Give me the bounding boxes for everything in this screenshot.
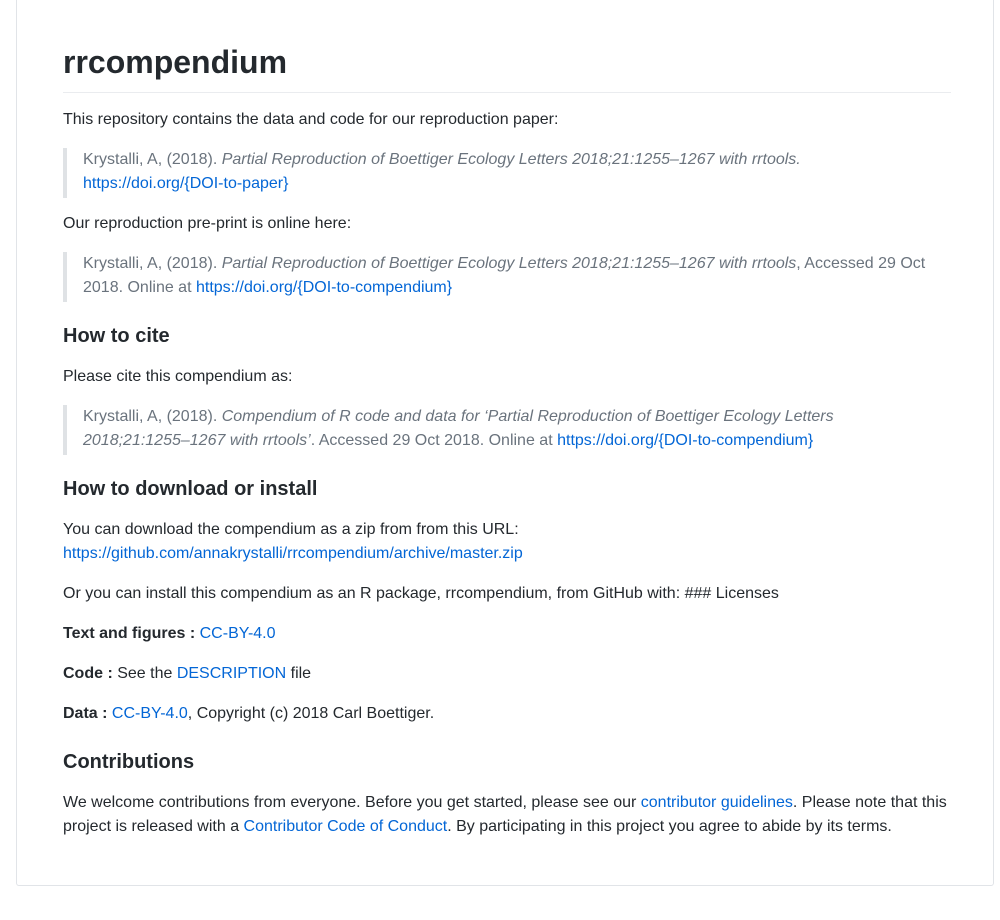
compendium-citation-accessed: . Accessed 29 Oct 2018. Online at	[310, 432, 558, 449]
paper-citation-quote	[63, 148, 951, 198]
contrib-text-2: . Please note that this	[792, 794, 947, 811]
code-of-conduct-link[interactable]: Contributor Code of Conduct	[243, 818, 448, 835]
contrib-text-4: . By participating in this project you agree to abide by its terms.	[447, 818, 892, 835]
license-code-pre: See the	[112, 665, 177, 682]
readme-panel	[16, 0, 994, 886]
preprint-doi-link[interactable]: https://doi.org/{DOI-to-compendium}	[195, 279, 453, 296]
preprint-citation-authors: Krystalli, A, (2018).	[83, 255, 222, 272]
compendium-citation-title-1: Compendium of R code and data for ‘Partial Reproduction of Boettiger Ecology Letters	[221, 408, 834, 425]
download-text	[63, 518, 951, 566]
contrib-text-1: We welcome contributions from everyone. Before you get started, please see our	[63, 794, 641, 811]
preprint-citation-title: Partial Reproduction of Boettiger Ecology Letters 2018;21:1255–1267 with rrtools	[221, 255, 797, 272]
cite-heading: How to cite	[63, 325, 170, 347]
compendium-citation-quote	[63, 405, 951, 455]
license-text-label: Text and figures :	[63, 625, 196, 642]
compendium-citation-title-2: 2018;21:1255–1267 with rrtools’	[83, 432, 311, 449]
paper-citation-authors: Krystalli, A, (2018).	[83, 151, 222, 168]
contributor-guidelines-link[interactable]: contributor guidelines	[640, 794, 793, 811]
compendium-citation-authors: Krystalli, A, (2018).	[83, 408, 222, 425]
preprint-citation-online: 2018. Online at	[83, 279, 196, 296]
license-data-copyright: , Copyright (c) 2018 Carl Boettiger.	[187, 705, 435, 722]
contrib-text-3: project is released with a	[63, 818, 244, 835]
cite-intro-text: Please cite this compendium as:	[63, 368, 293, 385]
license-code	[63, 662, 951, 686]
contributions-heading: Contributions	[63, 751, 195, 773]
license-code-label: Code :	[63, 665, 113, 682]
download-zip-link[interactable]: https://github.com/annakrystalli/rrcompendium/archive/master.zip	[63, 545, 523, 562]
contributions-text	[63, 791, 951, 839]
description-file-link[interactable]: DESCRIPTION	[176, 665, 287, 682]
preprint-intro-text: Our reproduction pre-print is online here:	[63, 215, 352, 232]
paper-doi-link[interactable]: https://doi.org/{DOI-to-paper}	[83, 175, 289, 192]
intro-text: This repository contains the data and code for our reproduction paper:	[63, 111, 559, 128]
license-data-label: Data :	[63, 705, 108, 722]
paper-citation-title: Partial Reproduction of Boettiger Ecology Letters 2018;21:1255–1267 with rrtools.	[221, 151, 801, 168]
license-text-link[interactable]: CC-BY-4.0	[199, 625, 276, 642]
license-data-link[interactable]: CC-BY-4.0	[111, 705, 188, 722]
license-code-post: file	[286, 665, 312, 682]
compendium-doi-link[interactable]: https://doi.org/{DOI-to-compendium}	[557, 432, 814, 449]
install-text: Or you can install this compendium as an R package, rrcompendium, from GitHub with: ### Licenses	[63, 585, 779, 602]
license-data	[63, 702, 951, 726]
preprint-citation-accessed: , Accessed 29 Oct	[796, 255, 926, 272]
page-title: rrcompendium	[63, 42, 951, 93]
license-text-figures	[63, 622, 951, 646]
download-heading: How to download or install	[63, 478, 318, 500]
preprint-citation-quote	[63, 252, 951, 302]
download-description: You can download the compendium as a zip from from this URL:	[63, 521, 519, 538]
